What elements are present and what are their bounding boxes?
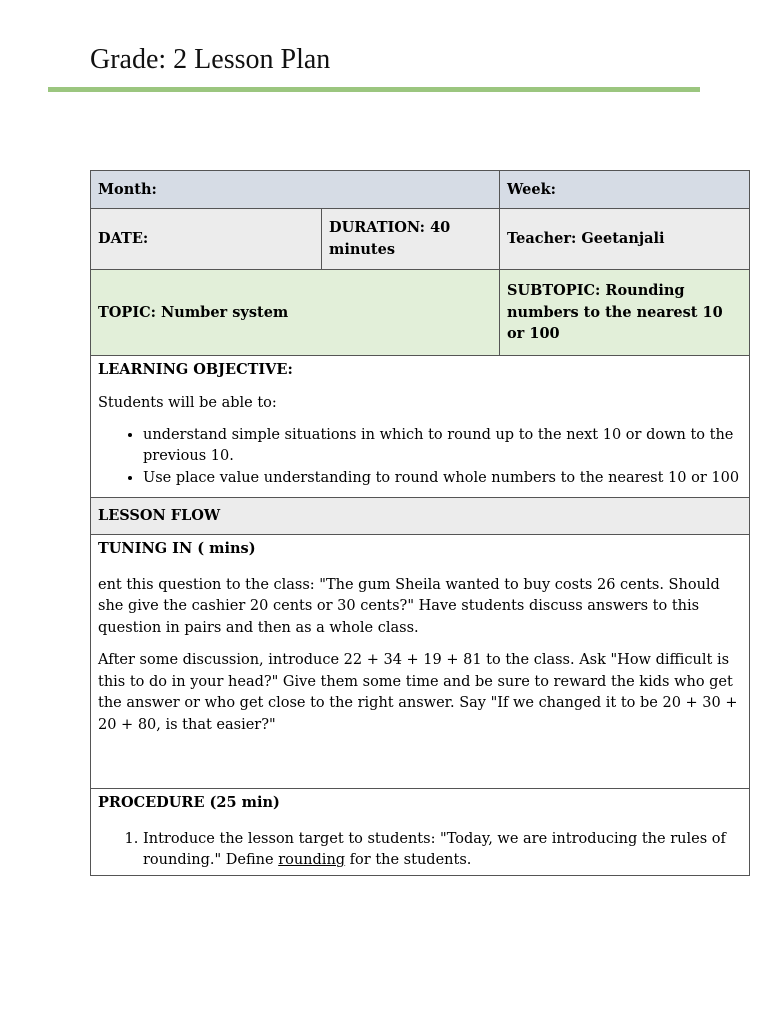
learning-objective-cell [91,356,750,498]
objective-list [98,425,743,490]
tuning-in-cell [91,534,750,788]
procedure-step-text-end: for the students. [345,852,472,869]
date-cell: DATE: [91,209,322,270]
objective-item: • Use place value understanding to round whole numbers to the nearest 10 or 100 [143,468,743,490]
duration-cell: DURATION: 40 minutes [322,209,500,270]
topic-cell: TOPIC: Number system [91,270,500,356]
title-underline-rule [48,87,700,92]
lesson-plan-table [90,170,750,876]
procedure-cell [91,788,750,875]
month-cell: Month: [91,171,500,209]
month-week-row [91,171,750,209]
procedure-row [91,788,750,875]
document-title: Grade: 2 Lesson Plan [90,44,331,75]
learning-objective-lead: Students will be able to: [98,394,277,411]
procedure-heading: PROCEDURE (25 min) [98,793,280,811]
tuning-in-row [91,534,750,788]
tuning-in-heading: TUNING IN ( mins) [98,539,256,557]
procedure-step [143,829,743,873]
week-cell: Week: [500,171,750,209]
rounding-term: rounding [278,852,346,869]
objective-item: • understand simple situations in which to round up to the next 10 or down to the previous 10. [143,425,743,469]
lesson-flow-row [91,497,750,534]
lesson-flow-cell: LESSON FLOW [91,497,750,534]
date-row [91,209,750,270]
learning-objective-heading: LEARNING OBJECTIVE: [98,361,293,378]
procedure-steps [98,829,743,873]
tuning-in-paragraph: After some discussion, introduce 22 + 34 + 19 + 81 to the class. Ask "How difficult is this to do in your head?" Give them some time and be sure to reward the kids who get the answer or who get close to the right answer. Say "If we changed it to be 20 + 30 + 20 + 80, is that easier?" [98,651,738,733]
tuning-in-paragraph: ent this question to the class: "The gum Sheila wanted to buy costs 26 cents. Should she give the cashier 20 cents or 30 cents?" Have students discuss answers to this question in pairs and then as a whole class. [98,576,720,636]
subtopic-cell: SUBTOPIC: Rounding numbers to the nearest 10 or 100 [500,270,750,356]
procedure-step-text: Introduce the lesson target to students: "Today, we are introducing the rules of rounding." Define [143,830,726,869]
topic-row [91,270,750,356]
teacher-cell: Teacher: Geetanjali [500,209,750,270]
learning-objective-row [91,356,750,498]
